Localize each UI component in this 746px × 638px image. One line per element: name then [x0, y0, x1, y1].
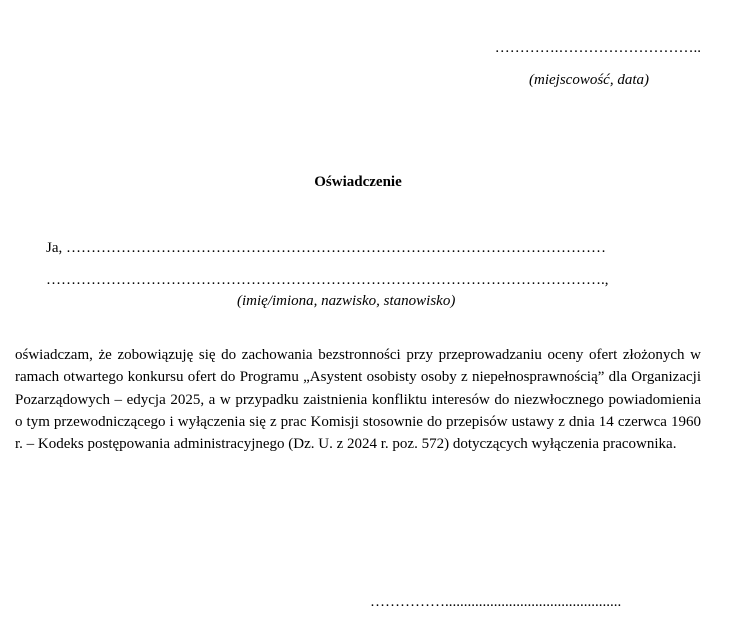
- declarant-caption: (imię/imiona, nazwisko, stanowisko): [237, 293, 456, 309]
- signature-line: ……………...............................................: [370, 594, 622, 610]
- place-date-line: ………….………………………..: [494, 40, 701, 56]
- place-date-caption: (miejscowość, data): [529, 72, 649, 88]
- declarant-line-1: Ja, ………………………………………………………………………………………………: [46, 240, 606, 256]
- document-title: Oświadczenie: [314, 174, 402, 190]
- declaration-paragraph: oświadczam, że zobowiązuję się do zachowania bezstronności przy przeprowadzaniu oceny ofert złożonych w ramach otwartego konkursu ofert do Programu „Asystent osobisty osoby z niepełnosprawnością” dla Organizacji Pozarządowych – edycja 2025, a w przypadku zaistnienia konfliktu interesów do niezwłocznego powiadomienia o tym przewodniczącego i wyłączenia się z prac Komisji stosownie do przepisów ustawy z dnia 14 czerwca 1960 r. – Kodeks postępowania administracyjnego (Dz. U. z 2024 r. poz. 572) dotyczących wyłączenia pracownika.: [15, 347, 701, 453]
- declarant-line-2: ………………………………………………………………………………………………….,: [46, 272, 609, 288]
